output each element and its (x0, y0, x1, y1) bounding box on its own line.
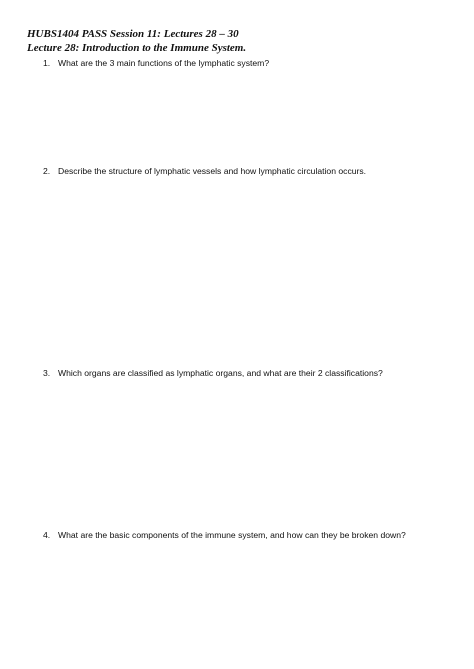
question-number: 1. (43, 58, 51, 68)
question-number: 2. (43, 166, 51, 176)
question-text: What are the basic components of the immune system, and how can they be broken down? (58, 530, 406, 540)
question-text: Describe the structure of lymphatic vessels and how lymphatic circulation occurs. (58, 166, 367, 176)
question-item (43, 166, 366, 177)
question-item (43, 58, 269, 69)
page-title: HUBS1404 PASS Session 11: Lectures 28 – 30 (27, 28, 239, 40)
question-text: Which organs are classified as lymphatic organs, and what are their 2 classifications? (58, 368, 383, 378)
question-item (43, 368, 383, 379)
question-text: What are the 3 main functions of the lymphatic system? (58, 58, 270, 68)
lecture-heading: Lecture 28: Introduction to the Immune System. (27, 42, 247, 54)
question-number: 4. (43, 530, 51, 540)
question-number: 3. (43, 368, 51, 378)
question-item (43, 530, 406, 541)
